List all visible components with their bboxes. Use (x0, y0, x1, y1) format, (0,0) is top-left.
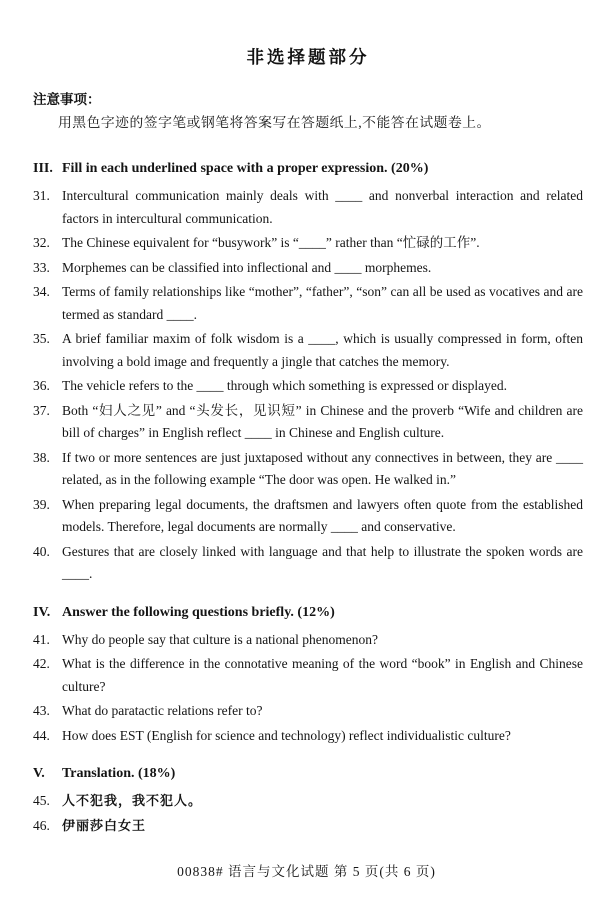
section-title: Translation. (18%) (62, 766, 176, 781)
question-text: The vehicle refers to the ____ through which something is expressed or displayed. (62, 378, 508, 393)
page-footer: 00838# 语言与文化试题 第 5 页(共 6 页) (177, 864, 436, 879)
question-41 (33, 629, 583, 652)
question-number: 37. (33, 402, 50, 418)
question-31 (33, 185, 583, 230)
question-36 (33, 375, 583, 398)
question-40 (33, 541, 583, 586)
notice-label: 注意事项： (33, 92, 101, 107)
question-text: If two or more sentences are just juxtaposed without any connectives in between, they are ____ related, as in the following example “The door was open. He walked in.” (62, 449, 583, 487)
question-text: How does EST (English for science and technology) reflect individualistic culture? (62, 727, 511, 743)
section-title: Fill in each underlined space with a proper expression. (20%) (62, 161, 429, 176)
section-fill-in-blanks (33, 157, 583, 586)
section-short-answer (33, 601, 583, 748)
section-number: III. (33, 161, 53, 176)
question-32 (33, 232, 583, 255)
question-44 (33, 725, 583, 748)
question-number: 31. (33, 188, 50, 203)
question-text: What is the difference in the connotative meaning of the word “book” in English and Chinese culture? (62, 656, 583, 694)
section-number: IV. (33, 604, 51, 620)
question-text: Both “妇人之见” and “头发长，见识短” in Chinese and the proverb “Wife and children are bill of charges” in English reflect ____ in Chinese and English culture. (62, 402, 583, 440)
section-header (33, 762, 583, 786)
question-number: 46. (33, 817, 50, 833)
question-33 (33, 257, 583, 280)
question-number: 34. (33, 284, 50, 299)
section-translation (33, 762, 583, 837)
question-text: When preparing legal documents, the draftsmen and lawyers often quote from the established models. Therefore, legal documents are normally ____ and conservative. (62, 496, 583, 534)
question-45 (33, 790, 583, 813)
question-number: 35. (33, 331, 50, 346)
section-title: Answer the following questions briefly. (12%) (62, 604, 335, 620)
question-37 (33, 400, 583, 445)
page-title: 非选择题部分 (246, 47, 370, 67)
question-text: Morphemes can be classified into inflectional and ____ morphemes. (62, 259, 432, 275)
question-42 (33, 653, 583, 698)
section-header (33, 157, 583, 181)
question-38 (33, 447, 583, 492)
question-46 (33, 815, 583, 838)
question-text: What do paratactic relations refer to? (62, 703, 263, 718)
question-text: Intercultural communication mainly deals with ____ and nonverbal interaction and related factors in intercultural communication. (62, 188, 583, 226)
question-number: 41. (33, 631, 50, 647)
question-number: 42. (33, 656, 50, 671)
question-text: 人不犯我，我不犯人。 (62, 793, 203, 808)
notice-block (33, 89, 583, 135)
question-number: 32. (33, 235, 50, 250)
question-34 (33, 281, 583, 326)
question-number: 40. (33, 543, 50, 559)
question-39 (33, 494, 583, 539)
question-text: A brief familiar maxim of folk wisdom is a ____, which is usually compressed in form, often involving a bold image and frequently a jingle that catches the memory. (62, 331, 583, 369)
question-text: Why do people say that culture is a national phenomenon? (62, 631, 379, 647)
question-number: 33. (33, 259, 50, 275)
question-number: 43. (33, 703, 50, 718)
question-text: Gestures that are closely linked with language and that help to illustrate the spoken words are ____. (62, 543, 583, 581)
question-text: Terms of family relationships like “mother”, “father”, “son” can all be used as vocatives and are termed as standard ____. (62, 284, 583, 322)
question-number: 45. (33, 793, 50, 808)
question-number: 44. (33, 727, 50, 743)
section-header (33, 601, 583, 625)
section-number: V. (33, 766, 45, 781)
question-text: The Chinese equivalent for “busywork” is “____” rather than “忙碌的工作”. (62, 235, 480, 250)
question-number: 36. (33, 378, 50, 393)
question-text: 伊丽莎白女王 (62, 817, 147, 833)
question-number: 39. (33, 496, 50, 512)
question-35 (33, 328, 583, 373)
question-number: 38. (33, 449, 50, 465)
notice-text: 用黑色字迹的签字笔或钢笔将答案写在答题纸上,不能答在试题卷上。 (58, 115, 491, 130)
question-43 (33, 700, 583, 723)
